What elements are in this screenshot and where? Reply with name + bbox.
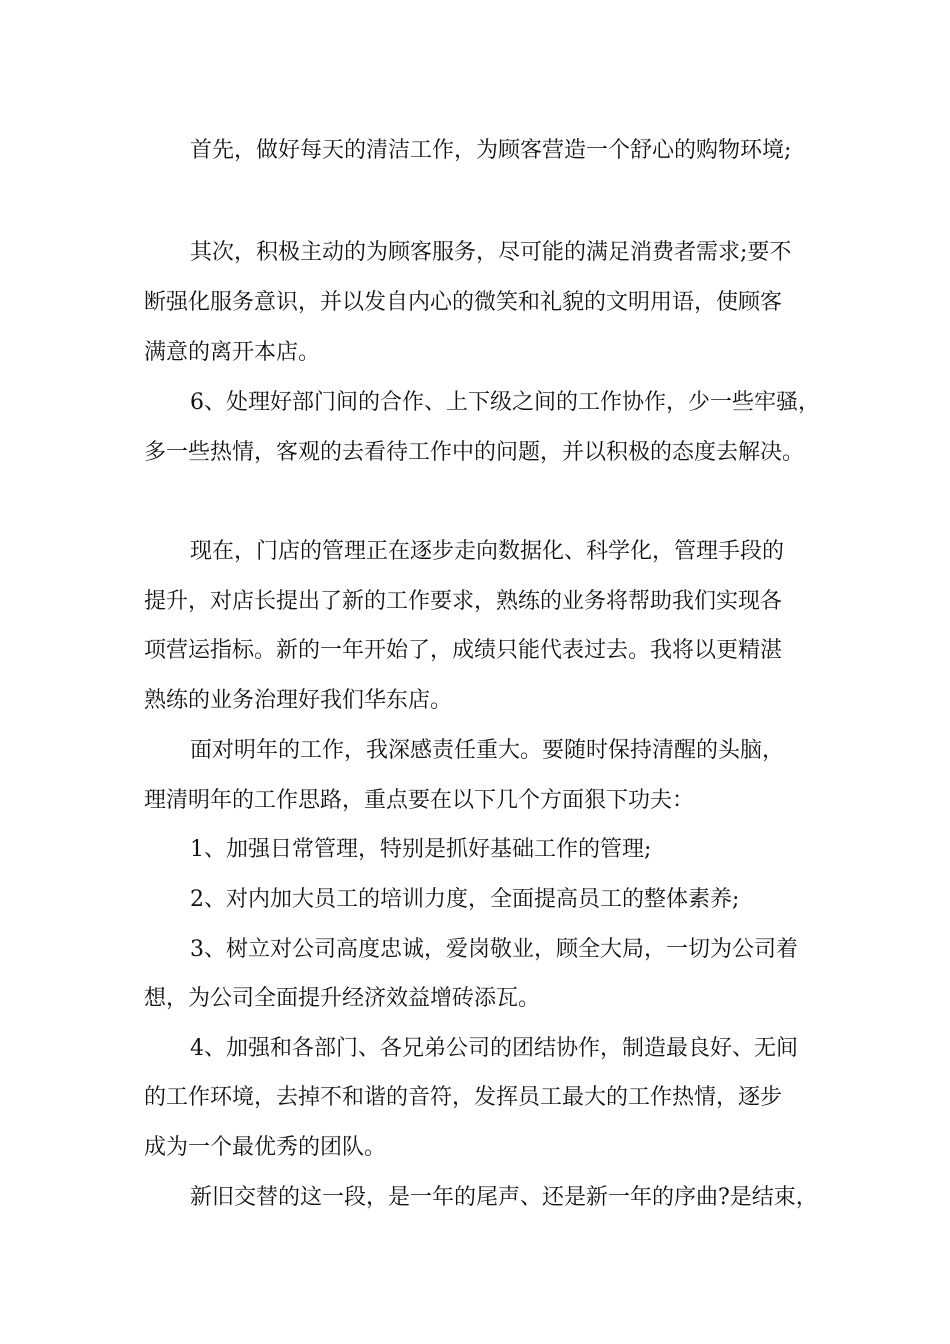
list-item: 2、对内加大员工的培训力度，全面提高员工的整体素养;: [190, 887, 740, 912]
paragraph-line: 新旧交替的这一段，是一年的尾声、还是新一年的序曲?是结束，: [190, 1185, 818, 1210]
list-item: 3、树立对公司高度忠诚，爱岗敬业，顾全大局，一切为公司着: [190, 937, 798, 962]
paragraph-line: 断强化服务意识，并以发自内心的微笑和礼貌的文明用语，使顾客: [144, 290, 783, 315]
paragraph-line: 现在，门店的管理正在逐步走向数据化、科学化，管理手段的: [190, 539, 785, 564]
paragraph-line: 想，为公司全面提升经济效益增砖添瓦。: [144, 986, 541, 1011]
paragraph-line: 其次，积极主动的为顾客服务，尽可能的满足消费者需求;要不: [190, 240, 792, 265]
paragraph-line: 首先，做好每天的清洁工作，为顾客营造一个舒心的购物环境;: [190, 138, 792, 163]
paragraph-line: 满意的离开本店。: [144, 340, 321, 365]
list-item: 1、加强日常管理，特别是抓好基础工作的管理;: [190, 837, 652, 862]
list-item: 4、加强和各部门、各兄弟公司的团结协作，制造最良好、无间: [190, 1036, 798, 1061]
paragraph-line: 项营运指标。新的一年开始了，成绩只能代表过去。我将以更精湛: [144, 638, 783, 663]
paragraph-line: 6、处理好部门间的合作、上下级之间的工作协作，少一些牢骚，: [190, 390, 820, 415]
paragraph-line: 提升，对店长提出了新的工作要求，熟练的业务将帮助我们实现各: [144, 589, 783, 614]
paragraph-line: 成为一个最优秀的团队。: [144, 1135, 387, 1160]
paragraph-line: 理清明年的工作思路，重点要在以下几个方面狠下功夫：: [144, 788, 695, 813]
paragraph-line: 面对明年的工作，我深感责任重大。要随时保持清醒的头脑，: [190, 738, 785, 763]
paragraph-line: 的工作环境，去掉不和谐的音符，发挥员工最大的工作热情，逐步: [144, 1085, 783, 1110]
paragraph-line: 多一些热情，客观的去看待工作中的问题，并以积极的态度去解决。: [144, 440, 805, 465]
paragraph-line: 熟练的业务治理好我们华东店。: [144, 688, 453, 713]
